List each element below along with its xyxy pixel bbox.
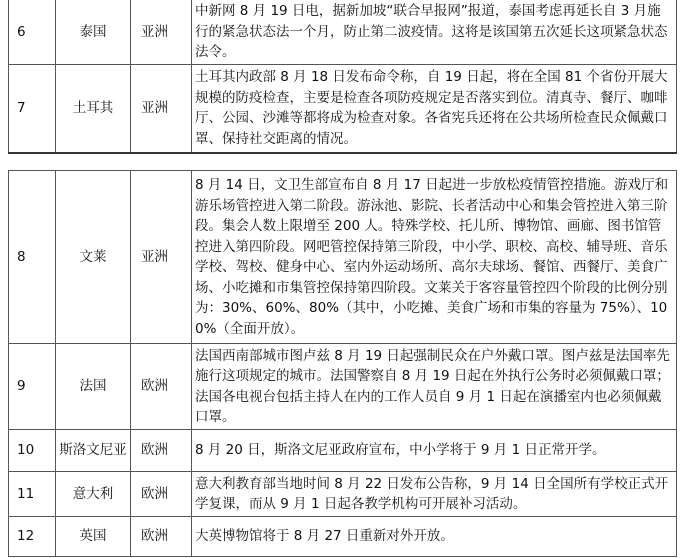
region-cell: 欧洲: [131, 430, 192, 472]
row-number: 12: [9, 517, 56, 557]
measures-table-part2: [8, 170, 677, 557]
description-cell: 法国西南部城市图卢兹 8 月 19 日起强制民众在户外戴口罩。图卢兹是法国率先施行这项规定的城市。法国警察自 8 月 19 日起在外执行公务时必须佩戴口罩；法国各电视台包括主持人在内的工作人员自 9 月 1 日起在演播室内也必须佩戴口罩。: [192, 344, 677, 430]
country-cell: 土耳其: [56, 64, 131, 153]
region-cell: 亚洲: [131, 0, 192, 64]
country-cell: 英国: [56, 517, 131, 557]
description-cell: 8 月 14 日，文卫生部宣布自 8 月 17 日起进一步放松疫情管控措施。游戏厅和游乐场管控进入第二阶段。游泳池、影院、长者活动中心和集会管控进入第三阶段。集会人数上限增至 200 人。特殊学校、托儿所、博物馆、画廊、图书馆管控进入第四阶段。网吧管控保持第三阶段，中小学、职校、高校、辅导班、音乐学校、驾校、健身中心、室内外运动场所、高尔夫球场、餐馆、西餐厅、美食广场、小吃摊和市集管控保持第四阶段。文莱关于客容量管控四个阶段的比例分别为：30%、60%、80%（其中，小吃摊、美食广场和市集的容量为 75%）、100%（全面开放）。: [192, 171, 677, 344]
region-cell: 欧洲: [131, 517, 192, 557]
table-row: [9, 344, 677, 430]
region-cell: 欧洲: [131, 344, 192, 430]
description-cell: 意大利教育部当地时间 8 月 22 日发布公告称，9 月 14 日全国所有学校正式开学复课，而从 9 月 1 日起各教学机构可开展补习活动。: [192, 472, 677, 517]
description-cell: 中新网 8 月 19 日电，据新加坡“联合早报网”报道，泰国考虑再延长自 3 月施行的紧急状态法一个月，防止第二波疫情。这将是该国第五次延长这项紧急状态法令。: [192, 0, 677, 64]
description-cell: 大英博物馆将于 8 月 27 日重新对外开放。: [192, 517, 677, 557]
row-number: 6: [9, 0, 56, 64]
country-cell: 斯洛文尼亚: [56, 430, 131, 472]
table-row: [9, 0, 677, 64]
country-cell: 意大利: [56, 472, 131, 517]
region-cell: 亚洲: [131, 64, 192, 153]
table-row: [9, 517, 677, 557]
row-number: 11: [9, 472, 56, 517]
country-cell: 泰国: [56, 0, 131, 64]
table-row: [9, 171, 677, 344]
region-cell: 欧洲: [131, 472, 192, 517]
description-cell: 8 月 20 日，斯洛文尼亚政府宣布，中小学将于 9 月 1 日正常开学。: [192, 430, 677, 472]
measures-table-part1: [8, 0, 677, 154]
row-number: 7: [9, 64, 56, 153]
region-cell: 亚洲: [131, 171, 192, 344]
country-cell: 法国: [56, 344, 131, 430]
table-row: [9, 64, 677, 153]
row-number: 9: [9, 344, 56, 430]
table-row: [9, 430, 677, 472]
table-row: [9, 472, 677, 517]
description-cell: 土耳其内政部 8 月 18 日发布命令称，自 19 日起，将在全国 81 个省份开展大规模的防疫检查，主要是检查各项防疫规定是否落实到位。清真寺、餐厅、咖啡厅、公园、沙滩等都将成为检查对象。各省宪兵还将在公共场所检查民众佩戴口罩、保持社交距离的情况。: [192, 64, 677, 153]
row-number: 8: [9, 171, 56, 344]
country-cell: 文莱: [56, 171, 131, 344]
row-number: 10: [9, 430, 56, 472]
